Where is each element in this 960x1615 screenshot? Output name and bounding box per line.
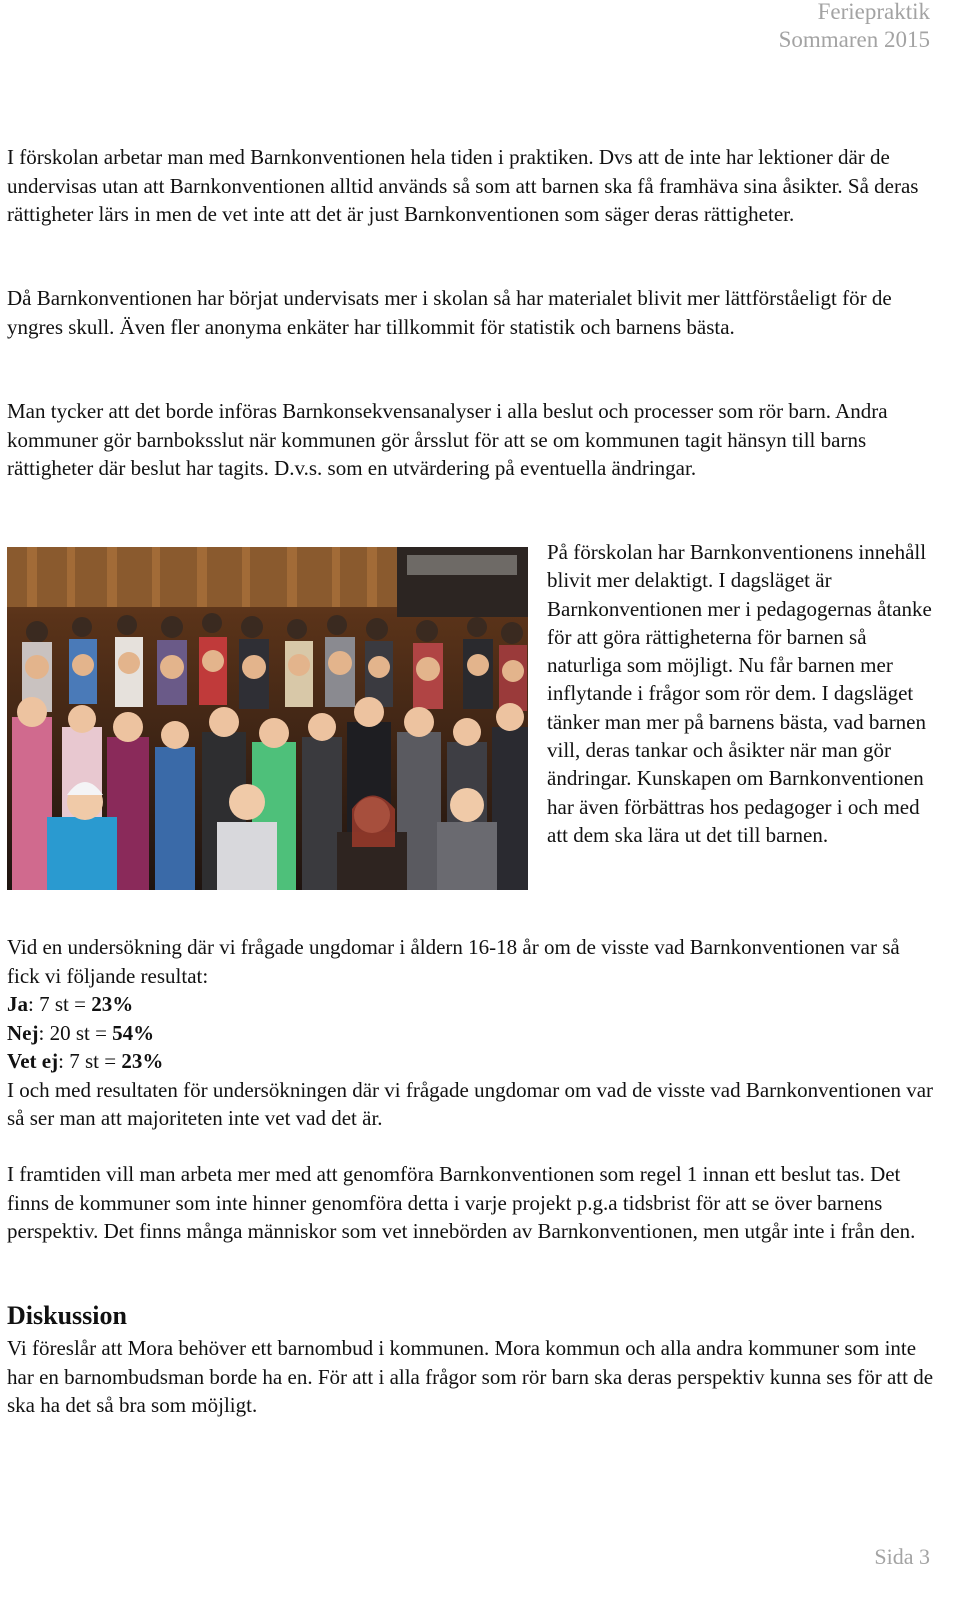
survey-result-yes [7,990,937,1019]
result-count: : 20 st = [38,1020,113,1045]
crowd-photo [7,547,528,890]
result-label: Ja [7,992,28,1016]
survey-conclusion: I och med resultaten för undersökningen där vi frågade ungdomar om vad de visste vad Barnkonventionen var så ser man att majoriteten inte vet vad det är. [7,1077,934,1130]
paragraph-preschool-participation: På förskolan har Barnkonventionens innehåll blivit mer delaktigt. I dagsläget är Barnkonventionen mer i pedagogernas åtanke för att göra rättigheterna för barnen så naturliga som möjligt. Nu får barnen mer inflytande i frågor som rör dem. I dagsläget tänker man mer på barnens bästa, vad barnen vill, deras tankar och åsikter när man gör ändringar. Kunskapen om Barnkonventionen har även förbättras hos pedagoger i och med att dem ska lära ut det till barnen. [547,540,932,847]
survey-intro: Vid en undersökning där vi frågade ungdomar i åldern 16-18 år om de visste vad Barnkonventionen var så fick vi följande resultat: [7,935,900,988]
survey-result-dont-know [7,1047,937,1076]
result-label: Vet ej [7,1049,59,1073]
header-title: Feriepraktik [817,0,930,24]
survey-result-no [7,1019,937,1048]
page-header [779,0,930,54]
paragraph-school-material: Då Barnkonventionen har börjat undervisats mer i skolan så har materialet blivit mer lättförståeligt för de yngres skull. Även fler anonyma enkäter har tillkommit för statistik och barnens bästa. [7,286,892,339]
paragraph-child-impact-analysis: Man tycker att det borde införas Barnkonsekvensanalyser i alla beslut och processer som rör barn. Andra kommuner gör barnboksslut när kommunen gör årsslut för att se om kommunen tagit hänsyn till barns rättigheter där beslut har tagits. D.v.s. som en utvärdering på eventuella ändringar. [7,399,888,480]
page-number: Sida 3 [874,1544,930,1569]
result-count: : 7 st = [58,1049,122,1073]
paragraph-future: I framtiden vill man arbeta mer med att genomföra Barnkonventionen som regel 1 innan ett beslut tas. Det finns de kommuner som inte hinner genomföra detta i varje projekt p.g.a tidsbrist för att se över barnens perspektiv. Det finns många människor som vet innebörden av Barnkonventionen, men utgår inte i från den. [7,1162,916,1243]
header-subtitle: Sommaren 2015 [778,27,930,52]
discussion-heading: Diskussion [7,1301,127,1330]
result-label: Nej [7,1020,39,1045]
result-percent: 54% [112,1020,155,1045]
result-count: : 7 st = [28,992,92,1016]
result-percent: 23% [121,1049,164,1073]
survey-section [7,933,937,1133]
paragraph-preschool: I förskolan arbetar man med Barnkonventionen hela tiden i praktiken. Dvs att de inte har lektioner där de undervisas utan att Barnkonventionen alltid används så som att barnen ska få framhäva sina åsikter. Så deras rättigheter lärs in men de vet inte att det är just Barnkonventionen som säger deras rättigheter. [7,145,919,226]
paragraph-discussion: Vi föreslår att Mora behöver ett barnombud i kommunen. Mora kommun och alla andra kommuner som inte har en barnombudsman borde ha en. För att i alla frågor som rör barn ska deras perspektiv kunna ses för att de ska ha det så bra som möjligt. [7,1336,934,1417]
result-percent: 23% [91,992,134,1016]
